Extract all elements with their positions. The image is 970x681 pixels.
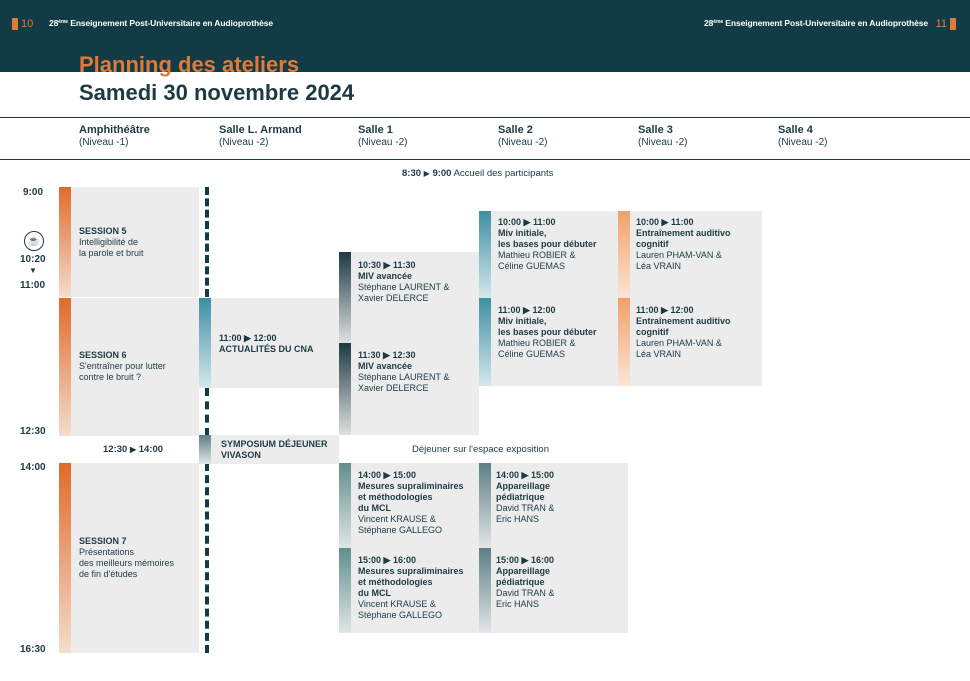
session-block-6[interactable]: SESSION 6 S'entraîner pour lutter contre le bruit ? — [59, 298, 199, 436]
session-block-7[interactable]: SESSION 7 Présentations des meilleurs mémoires de fin d'études — [59, 463, 199, 653]
room-header-salle-3: Salle 3 (Niveau -2) — [638, 124, 688, 148]
running-header-left: 28ème Enseignement Post-Universitaire en Audioprothèse — [49, 18, 273, 28]
accent-bar — [59, 463, 71, 653]
accent-bar — [479, 298, 491, 386]
page-marker — [950, 18, 956, 30]
accent-bar — [339, 252, 351, 343]
accent-bar — [199, 435, 211, 464]
room-header-salle-4: Salle 4 (Niveau -2) — [778, 124, 828, 148]
page-title: Planning des ateliers — [79, 52, 300, 77]
accent-bar — [339, 463, 351, 548]
accent-bar — [339, 548, 351, 633]
dashed-separator — [205, 463, 209, 653]
session-block-miv-avancee-1[interactable]: 10:30 ▶ 11:30 MIV avancée Stéphane LAURENT & Xavier DELERCE — [339, 252, 479, 343]
accent-bar — [618, 298, 630, 386]
arrow-down-icon: ▼ — [29, 266, 37, 275]
accent-bar — [479, 548, 491, 633]
time-label: 10:20 — [20, 254, 46, 265]
session-block-auditivo-1[interactable]: 10:00 ▶ 11:00 Entraînement auditivo cognitif Lauren PHAM-VAN & Léa VRAIN — [618, 211, 762, 298]
divider — [0, 159, 970, 160]
accent-bar — [339, 343, 351, 435]
session-block-actualites[interactable]: 11:00 ▶ 12:00 ACTUALITÉS DU CNA — [199, 298, 339, 388]
lunch-note: Déjeuner sur l'espace exposition — [412, 444, 550, 455]
accent-bar — [59, 298, 71, 436]
session-block-pediatrique-2[interactable]: 15:00 ▶ 16:00 Appareillage pédiatrique David TRAN & Eric HANS — [479, 548, 628, 633]
session-block-symposium[interactable]: SYMPOSIUM DÉJEUNER VIVASON — [199, 435, 339, 464]
dashed-separator — [205, 187, 209, 297]
coffee-icon: ☕ — [24, 231, 44, 251]
room-header-amphitheatre: Amphithéâtre (Niveau -1) — [79, 124, 150, 148]
time-label: 11:00 — [20, 280, 46, 291]
page-number-right: 11 — [936, 17, 956, 30]
divider — [0, 117, 970, 118]
page-number-left: 10 — [12, 17, 33, 30]
lunch-time: 12:30 ▶ 14:00 — [103, 444, 164, 455]
session-block-mcl-1[interactable]: 14:00 ▶ 15:00 Mesures supraliminaires et méthodologies du MCL Vincent KRAUSE & Stéphane GALLEGO — [339, 463, 479, 548]
session-block-5[interactable]: SESSION 5 Intelligibilité de la parole et bruit — [59, 187, 199, 297]
session-block-miv-initiale-2[interactable]: 11:00 ▶ 12:00 Miv initiale, les bases pour débuter Mathieu ROBIER & Céline GUEMAS — [479, 298, 619, 386]
page-marker — [12, 18, 18, 30]
accent-bar — [479, 211, 491, 298]
accent-bar — [199, 298, 211, 388]
room-header-salle-1: Salle 1 (Niveau -2) — [358, 124, 408, 148]
welcome-note: 8:30 ▶ 9:00 Accueil des participants — [402, 168, 554, 179]
accent-bar — [59, 187, 71, 297]
time-label: 12:30 — [20, 426, 46, 437]
session-block-pediatrique-1[interactable]: 14:00 ▶ 15:00 Appareillage pédiatrique David TRAN & Eric HANS — [479, 463, 628, 548]
time-label: 16:30 — [20, 644, 46, 655]
time-label: 14:00 — [20, 462, 46, 473]
room-header-salle-2: Salle 2 (Niveau -2) — [498, 124, 548, 148]
session-block-mcl-2[interactable]: 15:00 ▶ 16:00 Mesures supraliminaires et méthodologies du MCL Vincent KRAUSE & Stéphane GALLEGO — [339, 548, 479, 633]
page-date: Samedi 30 novembre 2024 — [79, 80, 355, 105]
accent-bar — [618, 211, 630, 298]
session-block-miv-initiale-1[interactable]: 10:00 ▶ 11:00 Miv initiale, les bases pour débuter Mathieu ROBIER & Céline GUEMAS — [479, 211, 619, 298]
running-header-right: 28ème Enseignement Post-Universitaire en Audioprothèse — [704, 18, 928, 28]
accent-bar — [479, 463, 491, 548]
session-block-auditivo-2[interactable]: 11:00 ▶ 12:00 Entraînement auditivo cognitif Lauren PHAM-VAN & Léa VRAIN — [618, 298, 762, 386]
session-block-miv-avancee-2[interactable]: 11:30 ▶ 12:30 MIV avancée Stéphane LAURENT & Xavier DELERCE — [339, 343, 479, 435]
room-header-salle-armand: Salle L. Armand (Niveau -2) — [219, 124, 302, 148]
time-label: 9:00 — [23, 187, 44, 198]
dashed-separator — [205, 388, 209, 436]
